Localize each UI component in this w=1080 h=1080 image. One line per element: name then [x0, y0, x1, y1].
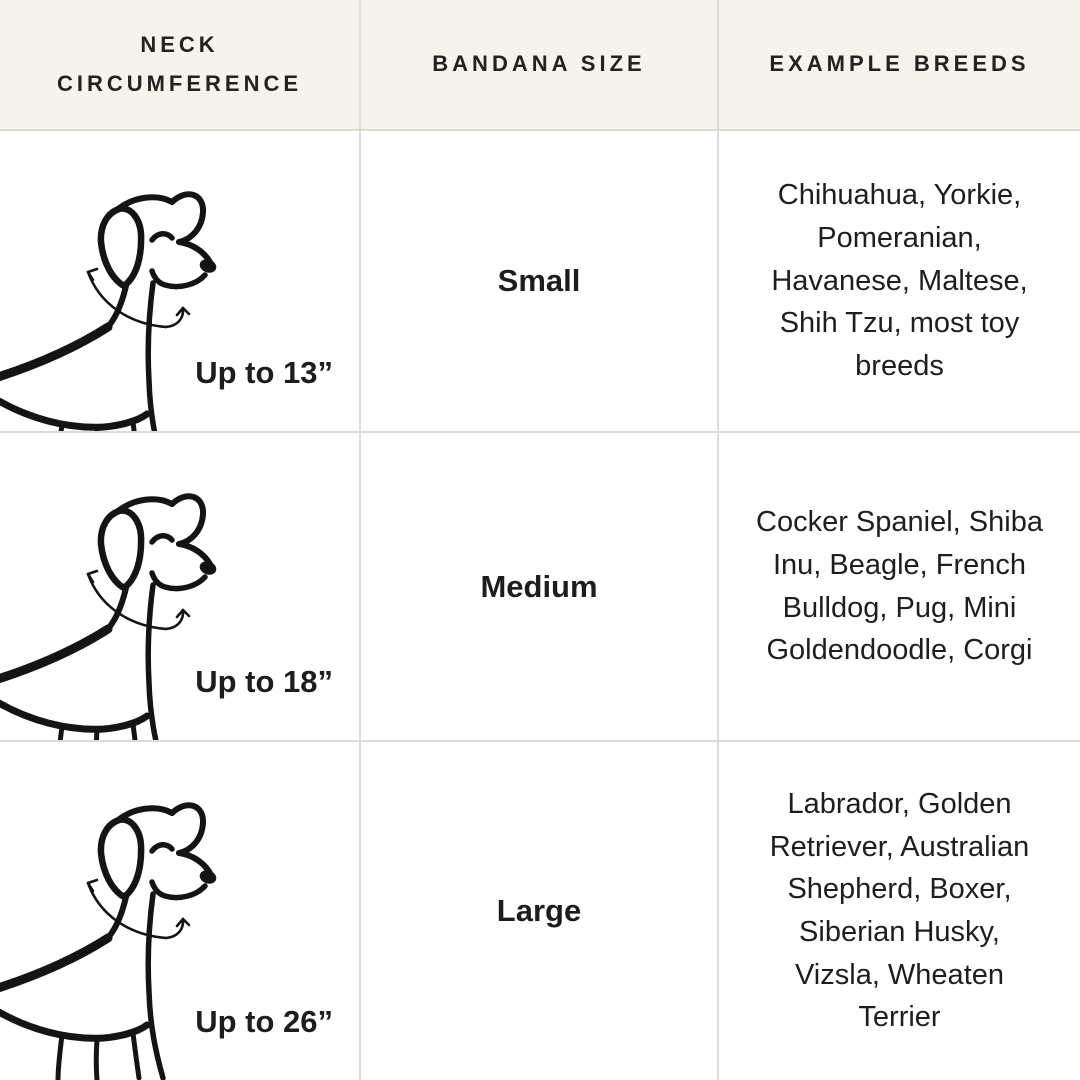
size-cell-medium	[361, 433, 719, 742]
header-example-breeds-label: EXAMPLE BREEDS	[769, 51, 1030, 77]
neck-measurement-large: Up to 26”	[195, 1004, 333, 1039]
neck-cell-medium	[0, 433, 361, 742]
size-cell-small	[361, 131, 719, 433]
size-cell-large	[361, 742, 719, 1080]
breeds-cell-small	[719, 131, 1080, 433]
breeds-list-medium: Cocker Spaniel, Shiba Inu, Beagle, French Bulldog, Pug, Mini Goldendoodle, Corgi	[756, 506, 1043, 667]
neck-cell-small	[0, 131, 361, 433]
size-label-medium: Medium	[480, 568, 598, 604]
neck-measurement-medium: Up to 18”	[195, 664, 333, 699]
neck-cell-large	[0, 742, 361, 1080]
breeds-cell-large	[719, 742, 1080, 1080]
header-neck-circumference	[0, 0, 361, 131]
breeds-list-small: Chihuahua, Yorkie, Pomeranian, Havanese, Maltese, Shih Tzu, most toy breeds	[771, 179, 1028, 382]
size-label-large: Large	[496, 893, 582, 928]
breeds-list-large: Labrador, Golden Retriever, Australian Shepherd, Boxer, Siberian Husky, Vizsla, Wheaten Terrier	[769, 788, 1030, 1034]
breeds-cell-medium	[719, 433, 1080, 742]
header-bandana-size	[361, 0, 719, 131]
header-neck-circumference-label: NECK CIRCUMFERENCE	[56, 32, 303, 96]
size-label-small: Small	[497, 263, 581, 298]
header-example-breeds	[719, 0, 1080, 131]
neck-measurement-small: Up to 13”	[195, 355, 333, 390]
header-bandana-size-label: BANDANA SIZE	[432, 51, 646, 77]
